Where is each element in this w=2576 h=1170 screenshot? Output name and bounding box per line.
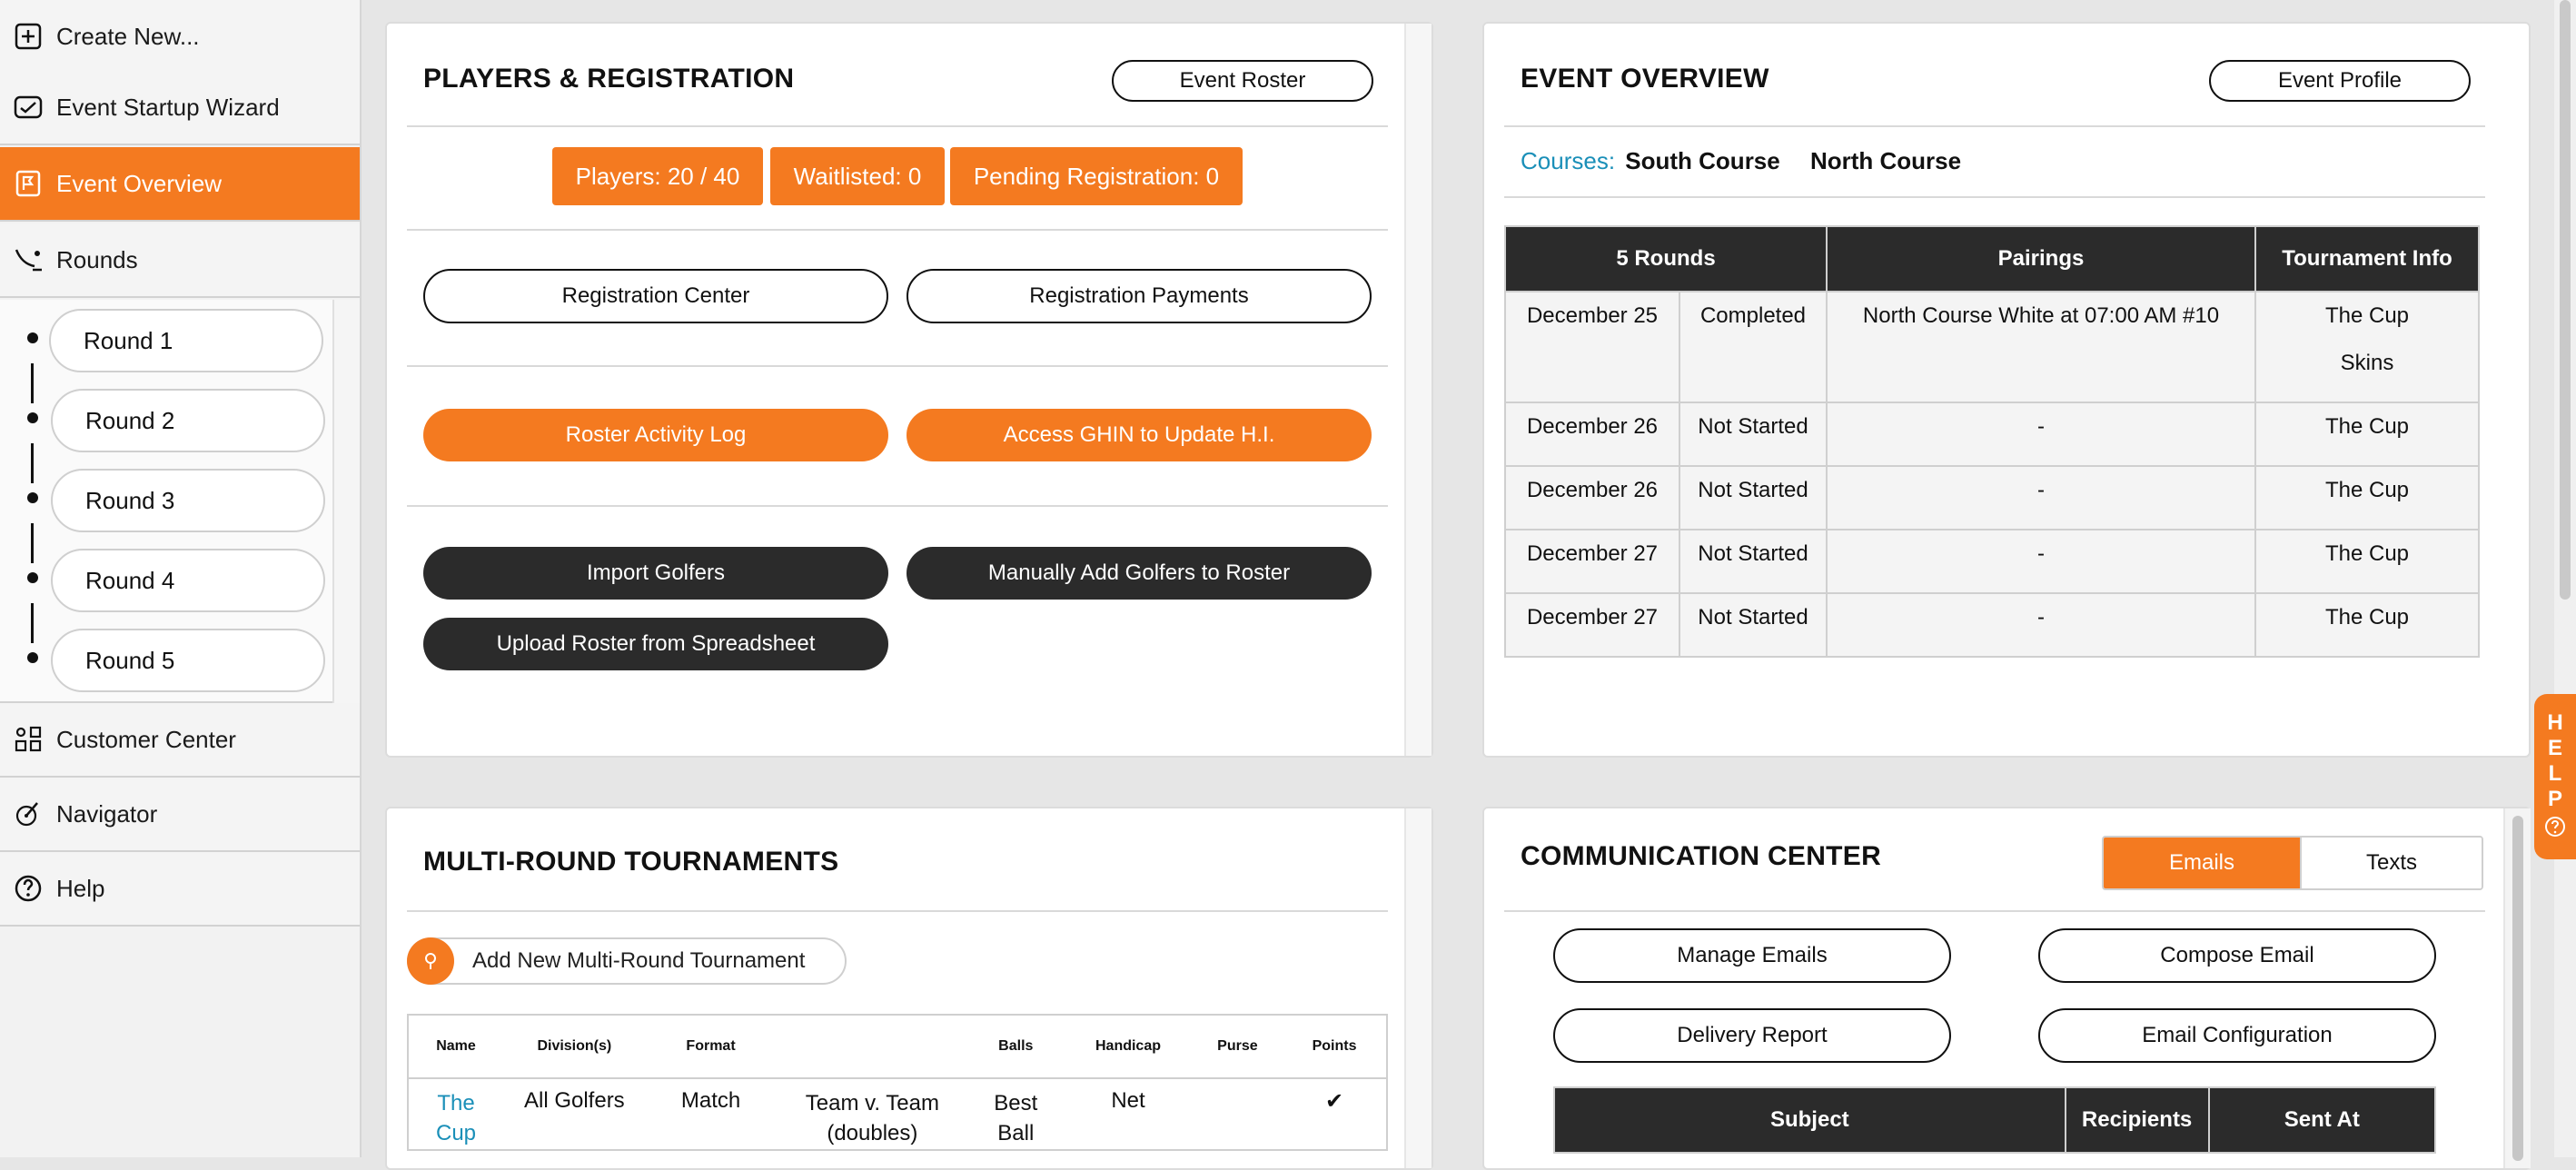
- round-status: Not Started: [1679, 593, 1827, 657]
- compass-pen-icon: [0, 798, 56, 829]
- divider: [407, 125, 1388, 127]
- round-pairings: -: [1827, 530, 2255, 593]
- wizard-icon: [0, 92, 56, 123]
- tournament-info-item[interactable]: The Cup: [2324, 303, 2410, 328]
- round-pairings[interactable]: North Course White at 07:00 AM #10: [1827, 292, 2255, 402]
- col-header: Format: [645, 1015, 778, 1078]
- col-header: Pairings: [1827, 226, 2255, 292]
- help-tab[interactable]: [2534, 694, 2576, 859]
- help-letter: E: [2547, 735, 2562, 760]
- registration-payments-button[interactable]: Registration Payments: [907, 269, 1372, 323]
- tournament-info-item[interactable]: Skins: [2340, 351, 2394, 375]
- question-circle-icon: [2544, 816, 2566, 844]
- multi-round-table: [407, 1014, 1388, 1151]
- team-type-cell: Team v. Team (doubles): [805, 1091, 939, 1145]
- col-header: Points: [1283, 1015, 1387, 1078]
- purse-cell: [1193, 1078, 1283, 1150]
- round-status: Not Started: [1679, 466, 1827, 530]
- trophy-pin-icon: [407, 937, 454, 985]
- divider: [1504, 910, 2485, 912]
- access-ghin-button[interactable]: Access GHIN to Update H.I.: [907, 409, 1372, 461]
- email-configuration-button[interactable]: Email Configuration: [2038, 1008, 2436, 1063]
- table-row[interactable]: [1505, 292, 2479, 402]
- tab-texts[interactable]: Texts: [2300, 838, 2482, 888]
- tournament-info-item[interactable]: The Cup: [2255, 466, 2479, 530]
- col-header: Recipients: [2066, 1087, 2209, 1153]
- round-dot: [27, 572, 38, 583]
- round-item-5[interactable]: Round 5: [51, 629, 325, 692]
- divider: [407, 505, 1388, 507]
- event-profile-button[interactable]: Event Profile: [2209, 60, 2471, 102]
- round-pairings: -: [1827, 402, 2255, 466]
- divider: [1504, 125, 2485, 127]
- sidebar-item-help[interactable]: [0, 852, 360, 927]
- col-header: 5 Rounds: [1505, 226, 1827, 292]
- sidebar-item-rounds[interactable]: [0, 223, 360, 298]
- players-registration-card: [385, 22, 1433, 758]
- table-row[interactable]: [1505, 530, 2479, 593]
- waitlisted-badge[interactable]: Waitlisted: 0: [770, 147, 945, 205]
- tournament-info-item[interactable]: The Cup: [2255, 530, 2479, 593]
- course-name[interactable]: North Course: [1809, 147, 1962, 174]
- col-header: Tournament Info: [2255, 226, 2479, 292]
- card-scrollbar[interactable]: [1404, 808, 1432, 1168]
- tournament-info: [2255, 292, 2479, 402]
- round-connector: [31, 603, 34, 643]
- plus-square-icon: [0, 21, 56, 52]
- sidebar-item-event-overview[interactable]: [0, 147, 360, 222]
- sidebar: [0, 0, 362, 1157]
- add-button-label: Add New Multi-Round Tournament: [472, 948, 806, 973]
- col-header: Balls: [967, 1015, 1064, 1078]
- table-row[interactable]: [1505, 593, 2479, 657]
- division-cell: All Golfers: [523, 1088, 625, 1113]
- round-pairings: -: [1827, 466, 2255, 530]
- pending-registration-badge[interactable]: Pending Registration: 0: [950, 147, 1243, 205]
- delivery-report-button[interactable]: Delivery Report: [1553, 1008, 1951, 1063]
- upload-roster-button[interactable]: Upload Roster from Spreadsheet: [423, 618, 888, 670]
- event-roster-button[interactable]: Event Roster: [1112, 60, 1373, 102]
- round-date: December 26: [1505, 402, 1679, 466]
- question-circle-icon: [0, 873, 56, 904]
- divider: [1504, 196, 2485, 198]
- round-status: Not Started: [1679, 402, 1827, 466]
- round-item-2[interactable]: Round 2: [51, 389, 325, 452]
- col-header: [777, 1015, 967, 1078]
- col-header: Purse: [1193, 1015, 1283, 1078]
- sidebar-item-navigator[interactable]: [0, 778, 360, 852]
- import-golfers-button[interactable]: Import Golfers: [423, 547, 888, 600]
- scroll-thumb[interactable]: [2512, 816, 2523, 1161]
- divider: [407, 365, 1388, 367]
- divider: [407, 229, 1388, 231]
- sidebar-item-event-startup-wizard[interactable]: [0, 71, 360, 145]
- round-connector: [31, 443, 34, 483]
- rounds-overview-table: [1504, 225, 2480, 658]
- manage-emails-button[interactable]: Manage Emails: [1553, 928, 1951, 983]
- manually-add-golfers-button[interactable]: Manually Add Golfers to Roster: [907, 547, 1372, 600]
- sidebar-item-label: Help: [56, 874, 105, 902]
- balls-cell: Best Ball: [994, 1091, 1038, 1145]
- table-header-row: [408, 1015, 1387, 1078]
- card-title: MULTI-ROUND TOURNAMENTS: [423, 847, 839, 877]
- round-status: Completed: [1679, 292, 1827, 402]
- round-pairings: -: [1827, 593, 2255, 657]
- card-title: PLAYERS & REGISTRATION: [423, 64, 795, 94]
- sidebar-item-customer-center[interactable]: [0, 703, 360, 778]
- golf-swing-icon: [0, 244, 56, 275]
- table-header-row: [1505, 226, 2479, 292]
- card-scrollbar[interactable]: [1404, 24, 1432, 756]
- col-header: Sent At: [2209, 1087, 2435, 1153]
- card-title: COMMUNICATION CENTER: [1521, 841, 1882, 871]
- col-header: Name: [408, 1015, 504, 1078]
- flag-document-icon: [0, 168, 56, 199]
- help-letter: H: [2547, 709, 2563, 735]
- sidebar-item-label: Event Startup Wizard: [56, 93, 280, 121]
- round-date: December 26: [1505, 466, 1679, 530]
- tournament-info-item[interactable]: The Cup: [2255, 593, 2479, 657]
- round-item-3[interactable]: Round 3: [51, 469, 325, 532]
- roster-activity-log-button[interactable]: Roster Activity Log: [423, 409, 888, 461]
- tournament-info-item[interactable]: The Cup: [2255, 402, 2479, 466]
- courses-row: [1521, 147, 1961, 175]
- table-row[interactable]: [1505, 402, 2479, 466]
- compose-email-button[interactable]: Compose Email: [2038, 928, 2436, 983]
- courses-label: Courses:: [1521, 147, 1616, 174]
- divider: [407, 910, 1388, 912]
- format-cell: Match: [680, 1088, 741, 1113]
- emails-table: [1553, 1086, 2436, 1154]
- col-header: Division(s): [504, 1015, 645, 1078]
- round-connector: [31, 523, 34, 563]
- round-date: December 27: [1505, 530, 1679, 593]
- table-row[interactable]: [408, 1078, 1387, 1150]
- event-overview-card: [1482, 22, 2531, 758]
- customer-grid-icon: [0, 724, 56, 755]
- sidebar-item-create-new[interactable]: [0, 0, 360, 74]
- sidebar-item-label: Rounds: [56, 245, 138, 273]
- round-dot: [27, 652, 38, 663]
- round-date: December 25: [1505, 292, 1679, 402]
- multi-round-card: [385, 807, 1433, 1170]
- tab-emails[interactable]: Emails: [2104, 838, 2300, 888]
- points-check-icon: ✔: [1324, 1089, 1344, 1114]
- comm-tabs: [2102, 836, 2483, 890]
- round-dot: [27, 332, 38, 343]
- page-scroll-thumb[interactable]: [2560, 0, 2571, 600]
- table-row[interactable]: [1505, 466, 2479, 530]
- communication-center-card: [1482, 807, 2531, 1170]
- course-name[interactable]: South Course: [1625, 147, 1780, 174]
- rounds-scrollbar[interactable]: [332, 300, 360, 703]
- col-header: Subject: [1554, 1087, 2066, 1153]
- sidebar-item-label: Customer Center: [56, 725, 236, 753]
- help-letter: L: [2548, 760, 2562, 786]
- round-status: Not Started: [1679, 530, 1827, 593]
- round-date: December 27: [1505, 593, 1679, 657]
- card-scrollbar[interactable]: [2503, 808, 2531, 1168]
- players-count-badge[interactable]: Players: 20 / 40: [552, 147, 763, 205]
- round-dot: [27, 492, 38, 503]
- table-header-row: [1554, 1087, 2435, 1153]
- add-multi-round-button[interactable]: [407, 937, 847, 985]
- card-title: EVENT OVERVIEW: [1521, 64, 1769, 94]
- sidebar-item-label: Create New...: [56, 22, 200, 50]
- round-item-1[interactable]: Round 1: [49, 309, 323, 372]
- registration-center-button[interactable]: Registration Center: [423, 269, 888, 323]
- rounds-list: [0, 300, 360, 703]
- help-letter: P: [2547, 786, 2562, 811]
- sidebar-item-label: Event Overview: [56, 169, 223, 197]
- round-item-4[interactable]: Round 4: [51, 549, 325, 612]
- handicap-cell: Net: [1111, 1088, 1145, 1113]
- round-connector: [31, 363, 34, 403]
- tournament-name-link[interactable]: The Cup: [436, 1091, 477, 1145]
- col-header: Handicap: [1064, 1015, 1192, 1078]
- round-dot: [27, 412, 38, 423]
- page-scrollbar[interactable]: [2554, 0, 2576, 1157]
- sidebar-item-label: Navigator: [56, 799, 158, 828]
